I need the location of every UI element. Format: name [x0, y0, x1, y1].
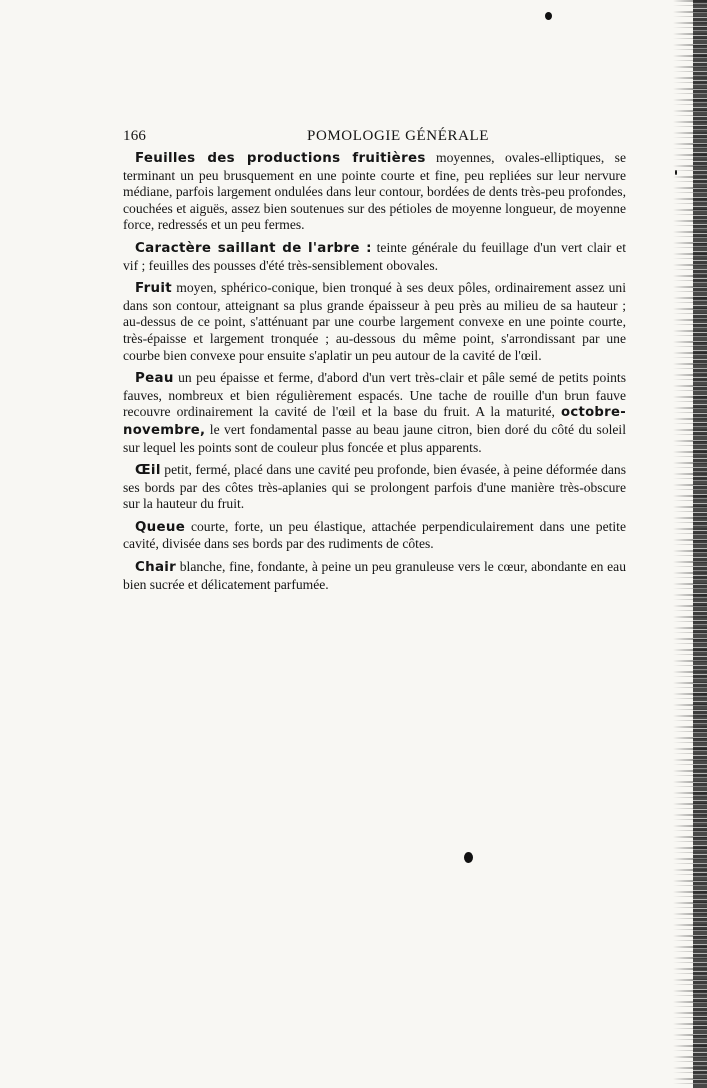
- paragraph-text: moyen, sphérico-conique, bien tronqué à ses deux pôles, ordinairement assez uni dans son contour, atteignant sa plus grande épaisseur à peu près au milieu de sa hauteur ; au-dessus de ce point, s'atténuant par une courbe largement convexe en une pointe courte, très-épaisse et largement tronquée ; au-dessous du même point, s'arrondissant par une courbe bien convexe pour ensuite s'aplatir un peu autour de la cavité de l'œil.: [123, 280, 626, 363]
- ink-spot: [545, 12, 552, 20]
- paragraph-feuilles: [123, 150, 626, 234]
- paragraph-text: moyennes, ovales-elliptiques, se terminant un peu brusquement en une pointe courte et fine, peu repliées sur leur nervure médiane, parfois largement ondulées dans leur contour, bordées de dents très-peu profondes, couchées et aiguës, assez bien soutenues sur des pétioles de moyenne longueur, de moyenne force, redressés et un peu fermes.: [123, 150, 626, 233]
- paragraph-lead: Feuilles des productions fruitières: [135, 151, 426, 166]
- page-header: [123, 128, 626, 148]
- running-head: POMOLOGIE GÉNÉRALE: [307, 128, 490, 144]
- paragraph-lead: Œil: [135, 463, 161, 479]
- body-text: [123, 150, 626, 599]
- paragraph-oeil: [123, 462, 626, 513]
- scanned-page-edge-dark: [693, 0, 707, 1088]
- page-number: 166: [123, 128, 147, 144]
- paragraph-lead: Caractère saillant de l'arbre :: [135, 240, 372, 256]
- paragraph-inline-bold: octobre-novembre,: [123, 405, 626, 438]
- paragraph-chair: [123, 559, 626, 593]
- ink-spot: [464, 852, 473, 863]
- paragraph-lead: Peau: [135, 371, 174, 387]
- paragraph-lead: Chair: [135, 560, 177, 576]
- ink-spot: [675, 170, 677, 175]
- paragraph-peau: [123, 370, 626, 456]
- paragraph-text-after: le vert fondamental passe au beau jaune citron, bien doré du côté du soleil sur lequel les points sont de couleur plus foncée et plus apparents.: [123, 421, 626, 455]
- paragraph-lead: Queue: [135, 519, 186, 535]
- paragraph-text: blanche, fine, fondante, à peine un peu granuleuse vers le cœur, abondante en eau bien sucrée et délicatement parfumée.: [123, 559, 626, 592]
- paragraph-lead: Fruit: [135, 281, 172, 297]
- paragraph-queue: [123, 519, 626, 553]
- paragraph-text: courte, forte, un peu élastique, attachée perpendiculairement dans une petite cavité, divisée dans ses bords par des rudiments de côtes.: [123, 518, 626, 552]
- paragraph-fruit: [123, 280, 626, 364]
- paragraph-text: teinte générale du feuillage d'un vert clair et vif ; feuilles des pousses d'été très-sensiblement obovales.: [123, 239, 626, 273]
- paragraph-text: petit, fermé, placé dans une cavité peu profonde, bien évasée, à peine déformée dans ses bords par des côtes très-aplanies qui se prolongent parfois d'une manière très-obscure sur la hauteur du fruit.: [123, 462, 626, 512]
- paragraph-text: un peu épaisse et ferme, d'abord d'un vert très-clair et pâle semé de petits points fauves, nombreux et bien régulièrement espacés. Une tache de rouille d'un brun fauve recouvre ordinairement la cavité de l'œil et la base du fruit. A la maturité,: [123, 370, 626, 420]
- paragraph-caractere: [123, 240, 626, 274]
